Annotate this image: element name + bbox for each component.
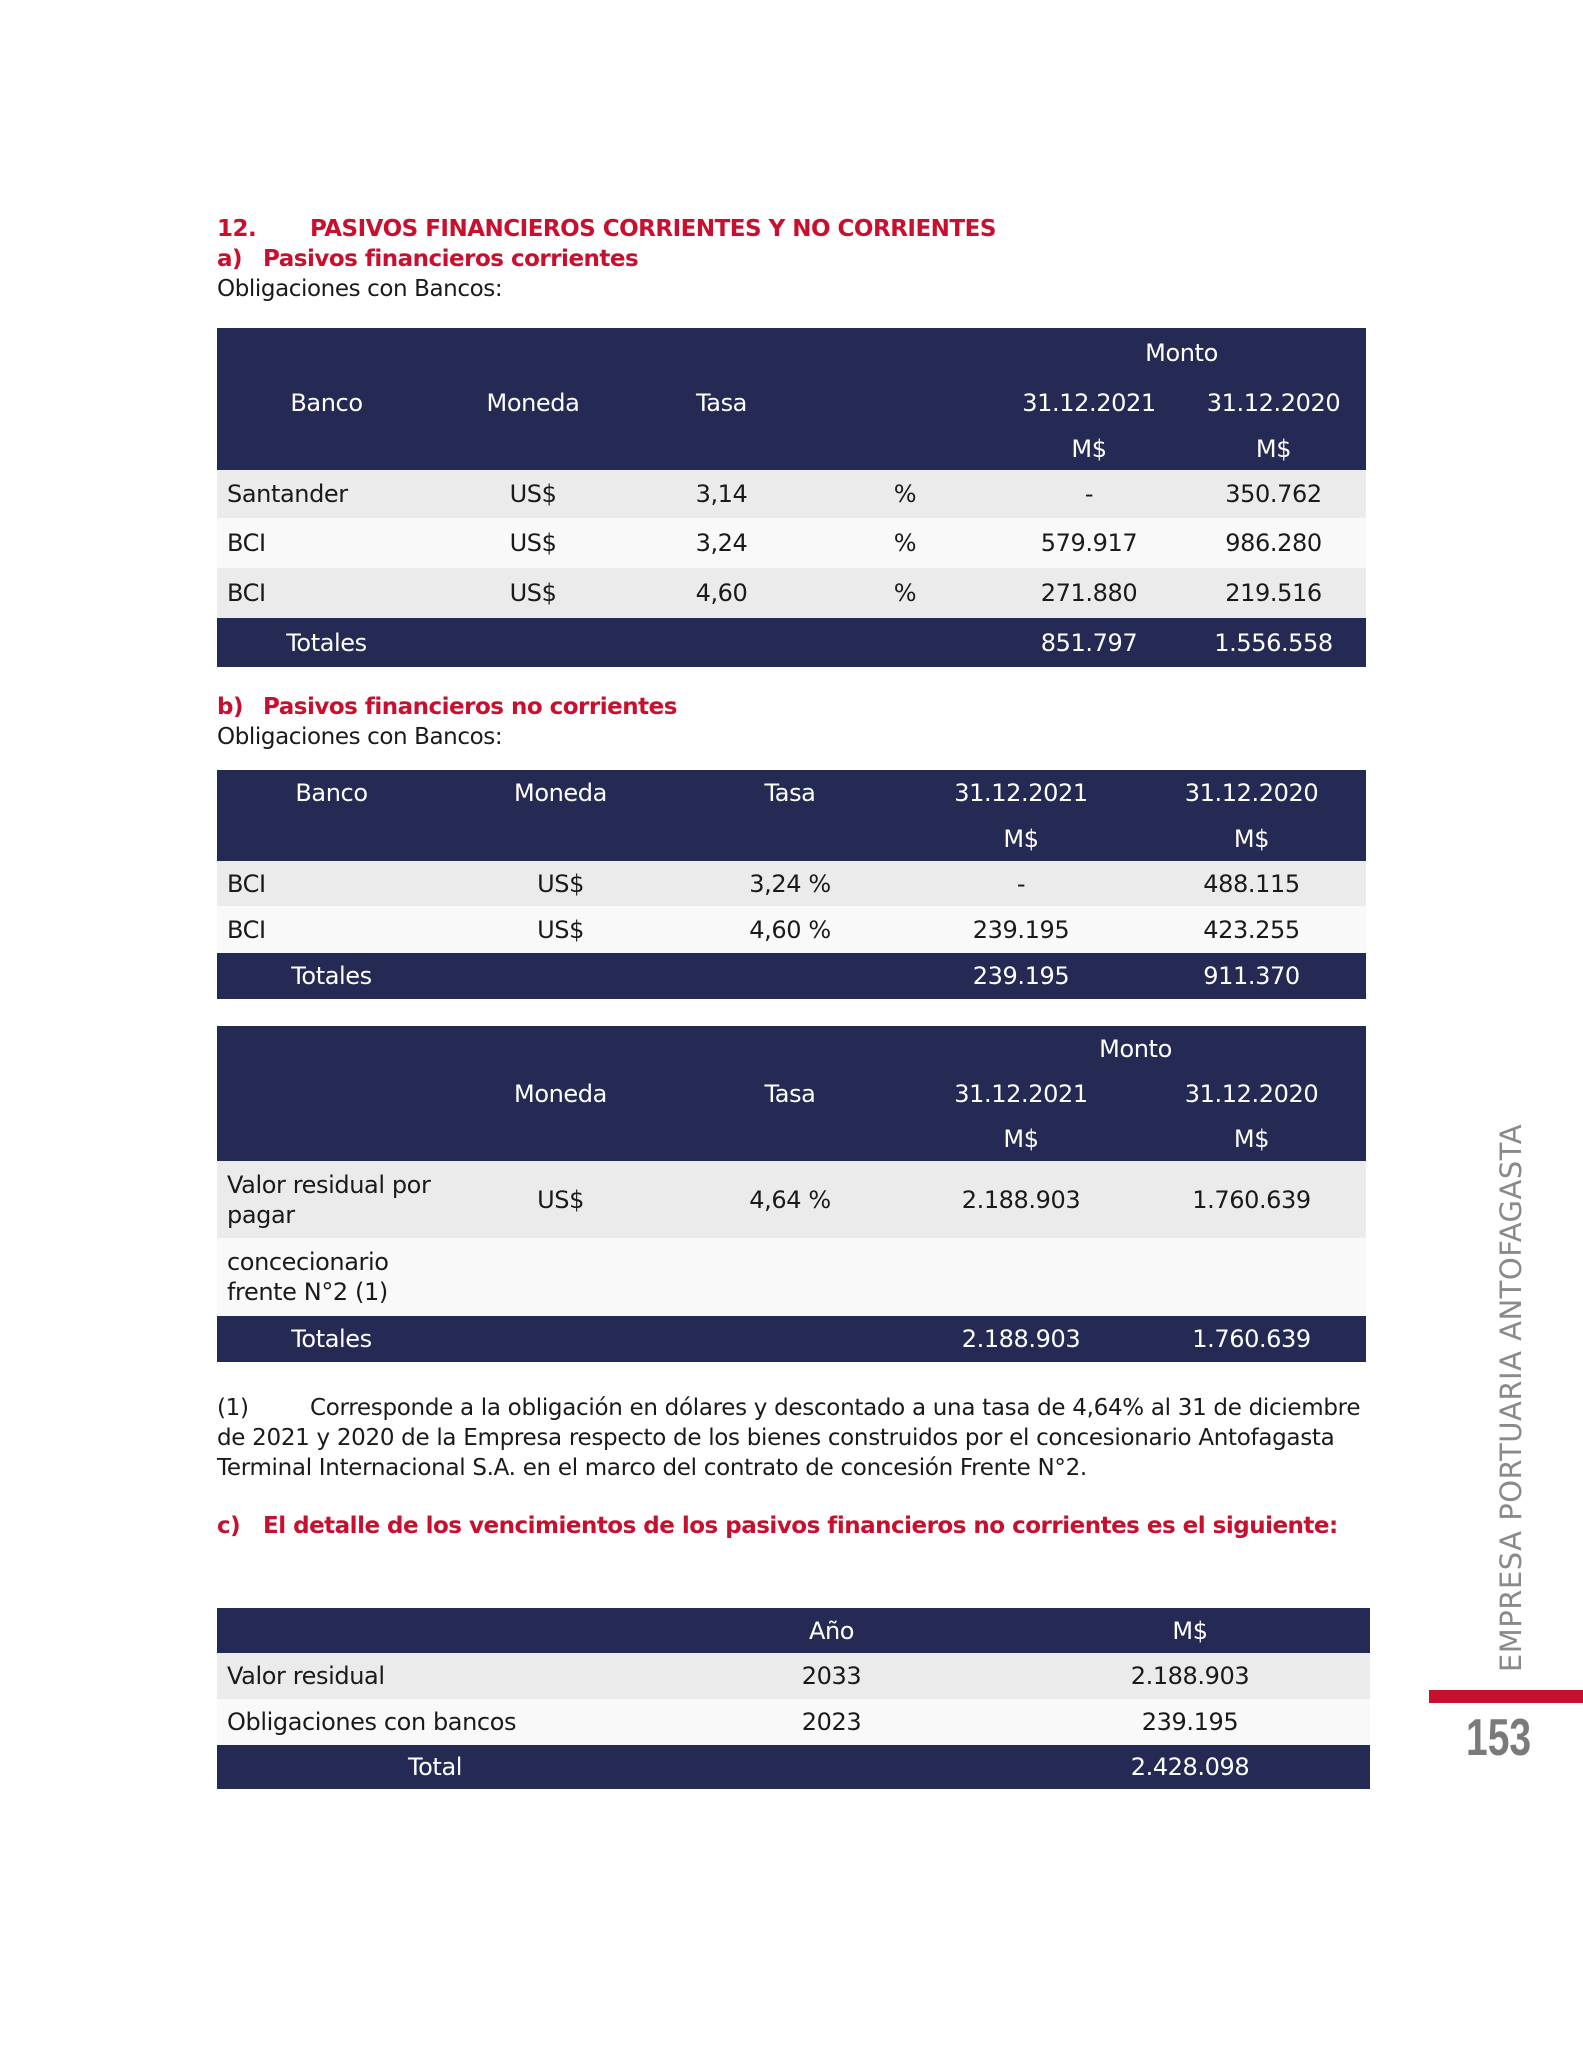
- table-cell: %: [813, 568, 997, 618]
- table-cell: 3,24 %: [675, 861, 905, 906]
- table-cell: [436, 618, 630, 667]
- table-cell: -: [905, 861, 1137, 906]
- table-cell: US$: [446, 906, 675, 953]
- table-cell: Valor residual por pagar: [217, 1161, 446, 1238]
- table-cell: [675, 1238, 905, 1316]
- table-cell: 911.370: [1137, 953, 1366, 999]
- unit-header: [630, 428, 813, 470]
- table-cell: 2.428.098: [1010, 1745, 1370, 1789]
- table-cell: BCI: [217, 568, 436, 618]
- table-cell: US$: [436, 518, 630, 568]
- table-row: [217, 568, 1366, 618]
- subsection-b-heading: b) Pasivos financieros no corrientes: [217, 694, 677, 720]
- table-row: [217, 861, 1366, 906]
- table-cell: [813, 618, 997, 667]
- table-cell: [446, 1316, 675, 1362]
- subsection-c-heading: c) El detalle de los vencimientos de los pasivos financieros no corrientes es el siguiente:: [217, 1513, 1338, 1539]
- unit-header: [446, 816, 675, 861]
- table-cell: 271.880: [997, 568, 1181, 618]
- table-row: [217, 470, 1366, 518]
- table-row: [217, 1699, 1370, 1745]
- table-cell: Totales: [217, 1316, 446, 1362]
- unit-header: M$: [905, 1117, 1137, 1161]
- totals-row: [217, 953, 1366, 999]
- table-cell: %: [813, 518, 997, 568]
- table-cell: 2.188.903: [1010, 1653, 1370, 1699]
- column-header: Tasa: [675, 1071, 905, 1117]
- column-header: 31.12.2020: [1137, 770, 1366, 816]
- subsection-a-heading: a) Pasivos financieros corrientes: [217, 246, 639, 272]
- table-cell: concecionario frente N°2 (1): [217, 1238, 446, 1316]
- unit-header: M$: [1137, 816, 1366, 861]
- page-number: 153: [1466, 1709, 1532, 1767]
- table-row: [217, 1653, 1370, 1699]
- unit-header: [217, 816, 446, 861]
- subsection-a-subtitle: Obligaciones con Bancos:: [217, 276, 503, 302]
- table-cell: US$: [436, 568, 630, 618]
- column-header: Tasa: [675, 770, 905, 816]
- table-header-row: [217, 378, 1366, 428]
- table-cell: 2.188.903: [905, 1161, 1137, 1238]
- column-header: [813, 378, 997, 428]
- totals-row: [217, 1316, 1366, 1362]
- table-header-row: [217, 770, 1366, 816]
- table-header-row: [217, 1026, 1366, 1071]
- totals-row: [217, 1745, 1370, 1789]
- table-cell: 4,60: [630, 568, 813, 618]
- table-cell: BCI: [217, 861, 446, 906]
- table-cell: US$: [446, 861, 675, 906]
- table-cell: [675, 953, 905, 999]
- table-cell: Total: [217, 1745, 653, 1789]
- table-cell: Obligaciones con bancos: [217, 1699, 653, 1745]
- current-liabilities-table: [217, 328, 1366, 667]
- table-header-row: [217, 1608, 1370, 1653]
- table-cell: 239.195: [1010, 1699, 1370, 1745]
- page-accent-bar: [1429, 1690, 1583, 1703]
- column-header: 31.12.2021: [997, 378, 1181, 428]
- monto-header: Monto: [905, 1026, 1366, 1071]
- table-cell: [653, 1745, 1010, 1789]
- column-header: M$: [1010, 1608, 1370, 1653]
- table-cell: 579.917: [997, 518, 1181, 568]
- table-cell: 3,24: [630, 518, 813, 568]
- table-units-row: [217, 428, 1366, 470]
- table-cell: US$: [446, 1161, 675, 1238]
- table-cell: 1.760.639: [1137, 1316, 1366, 1362]
- table-cell: [446, 1238, 675, 1316]
- table-cell: 239.195: [905, 953, 1137, 999]
- table-cell: Totales: [217, 618, 436, 667]
- company-name-vertical: EMPRESA PORTUARIA ANTOFAGASTA: [1494, 1123, 1528, 1673]
- unit-header: [217, 428, 436, 470]
- column-header: 31.12.2021: [905, 1071, 1137, 1117]
- column-header: 31.12.2020: [1181, 378, 1366, 428]
- table-cell: [630, 618, 813, 667]
- table-cell: 239.195: [905, 906, 1137, 953]
- table-cell: [675, 1316, 905, 1362]
- table-cell: 4,60 %: [675, 906, 905, 953]
- table-cell: [905, 1238, 1137, 1316]
- column-header: Moneda: [436, 378, 630, 428]
- table-cell: [446, 953, 675, 999]
- table-cell: -: [997, 470, 1181, 518]
- table-header-row: [217, 328, 1366, 378]
- table-units-row: [217, 816, 1366, 861]
- footnote: (1) Corresponde a la obligación en dólares y descontado a una tasa de 4,64% al 31 de diciembre de 2021 y 2020 de la Empresa respecto de los bienes construidos por el concesionario Antofagasta Terminal Internacional S.A. en el marco del contrato de concesión Frente N°2.: [217, 1395, 1361, 1481]
- unit-header: [446, 1117, 675, 1161]
- column-header: Tasa: [630, 378, 813, 428]
- unit-header: [675, 816, 905, 861]
- table-cell: 423.255: [1137, 906, 1366, 953]
- unit-header: [217, 1117, 446, 1161]
- subsection-b-subtitle: Obligaciones con Bancos:: [217, 724, 503, 750]
- column-header: [217, 1071, 446, 1117]
- unit-header: M$: [1137, 1117, 1366, 1161]
- residual-value-table: [217, 1026, 1366, 1362]
- column-header: Moneda: [446, 770, 675, 816]
- table-cell: 4,64 %: [675, 1161, 905, 1238]
- maturities-table: [217, 1608, 1370, 1789]
- table-row: [217, 1238, 1366, 1316]
- table-row: [217, 906, 1366, 953]
- unit-header: [675, 1117, 905, 1161]
- table-row: [217, 518, 1366, 568]
- unit-header: M$: [905, 816, 1137, 861]
- section-heading: 12. PASIVOS FINANCIEROS CORRIENTES Y NO CORRIENTES: [217, 216, 996, 242]
- table-cell: [1137, 1238, 1366, 1316]
- table-cell: US$: [436, 470, 630, 518]
- column-header: Año: [653, 1608, 1010, 1653]
- table-cell: 3,14: [630, 470, 813, 518]
- table-row: [217, 1161, 1366, 1238]
- totals-row: [217, 618, 1366, 667]
- table-cell: BCI: [217, 518, 436, 568]
- unit-header: M$: [1181, 428, 1366, 470]
- column-header: [217, 1608, 653, 1653]
- monto-header: Monto: [997, 328, 1366, 378]
- table-cell: 986.280: [1181, 518, 1366, 568]
- table-cell: 350.762: [1181, 470, 1366, 518]
- noncurrent-liabilities-table: [217, 770, 1366, 999]
- unit-header: [436, 428, 630, 470]
- table-cell: Valor residual: [217, 1653, 653, 1699]
- table-cell: BCI: [217, 906, 446, 953]
- table-cell: 1.556.558: [1181, 618, 1366, 667]
- table-cell: 219.516: [1181, 568, 1366, 618]
- unit-header: M$: [997, 428, 1181, 470]
- table-units-row: [217, 1117, 1366, 1161]
- table-cell: 2.188.903: [905, 1316, 1137, 1362]
- column-header: 31.12.2020: [1137, 1071, 1366, 1117]
- table-cell: 488.115: [1137, 861, 1366, 906]
- column-header: Banco: [217, 378, 436, 428]
- unit-header: [813, 428, 997, 470]
- table-cell: 1.760.639: [1137, 1161, 1366, 1238]
- table-cell: 851.797: [997, 618, 1181, 667]
- table-cell: 2023: [653, 1699, 1010, 1745]
- column-header: Moneda: [446, 1071, 675, 1117]
- column-header: 31.12.2021: [905, 770, 1137, 816]
- table-cell: %: [813, 470, 997, 518]
- table-cell: Totales: [217, 953, 446, 999]
- table-header-row: [217, 1071, 1366, 1117]
- table-cell: Santander: [217, 470, 436, 518]
- table-cell: 2033: [653, 1653, 1010, 1699]
- column-header: Banco: [217, 770, 446, 816]
